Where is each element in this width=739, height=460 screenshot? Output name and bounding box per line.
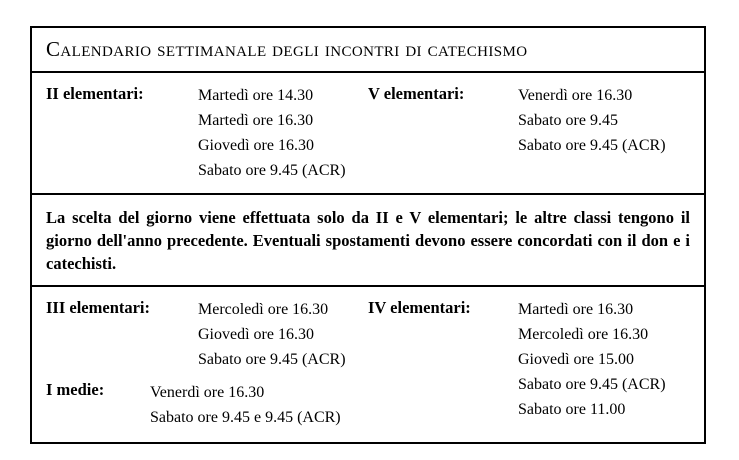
list-item: Martedì ore 16.30 — [198, 112, 314, 129]
group-ii-entries — [198, 83, 368, 183]
list-item: Sabato ore 9.45 e 9.45 (ACR) — [150, 409, 341, 426]
spacer — [46, 372, 368, 380]
top-schedule-columns — [46, 83, 690, 183]
list-item: Martedì ore 14.30 — [198, 87, 314, 104]
list-item: Sabato ore 9.45 (ACR) — [198, 351, 346, 368]
schedule-table — [30, 26, 706, 444]
list-item: Venerdì ore 16.30 — [150, 384, 265, 401]
list-item: Sabato ore 9.45 — [518, 112, 618, 129]
list-item: Giovedì ore 16.30 — [198, 326, 314, 343]
list-item: Martedì ore 16.30 — [518, 301, 634, 318]
group-v-elementari — [368, 83, 690, 183]
list-item: Giovedì ore 15.00 — [518, 351, 634, 368]
list-item: Giovedì ore 16.30 — [198, 137, 314, 154]
bottom-left-column — [46, 297, 368, 430]
top-schedule-section — [32, 73, 704, 195]
group-ii-elementari — [46, 83, 368, 183]
group-v-entries — [518, 83, 690, 183]
group-iii-elementari — [46, 297, 368, 372]
page-title: Calendario settimanale degli incontri di catechismo — [46, 37, 528, 61]
group-ii-label: II elementari: — [46, 84, 144, 103]
list-item: Sabato ore 9.45 (ACR) — [198, 162, 346, 179]
group-iv-elementari — [368, 297, 690, 430]
list-item: Sabato ore 11.00 — [518, 401, 626, 418]
list-item: Sabato ore 9.45 (ACR) — [518, 376, 666, 393]
list-item: Mercoledì ore 16.30 — [198, 301, 329, 318]
list-item: Venerdì ore 16.30 — [518, 87, 633, 104]
group-iv-entries — [518, 297, 690, 430]
group-iii-entries — [198, 297, 368, 372]
group-i-medie — [46, 380, 368, 430]
schedule-note-block — [32, 195, 704, 287]
group-i-medie-label: I medie: — [46, 380, 105, 399]
group-iii-label: III elementari: — [46, 298, 151, 317]
list-item: Mercoledì ore 16.30 — [518, 326, 649, 343]
group-v-label: V elementari: — [368, 84, 465, 103]
bottom-schedule-section — [32, 287, 704, 442]
list-item: Sabato ore 9.45 (ACR) — [518, 137, 666, 154]
schedule-note: La scelta del giorno viene effettuata solo da II e V elementari; le altre classi tengono il giorno dell'anno precedente. Eventuali spostamenti devono essere concordati con il don e i catechisti. — [46, 208, 690, 273]
bottom-schedule-columns — [46, 297, 690, 430]
group-iv-label: IV elementari: — [368, 298, 471, 317]
table-title-row — [32, 28, 704, 73]
group-i-medie-entries — [150, 380, 368, 430]
